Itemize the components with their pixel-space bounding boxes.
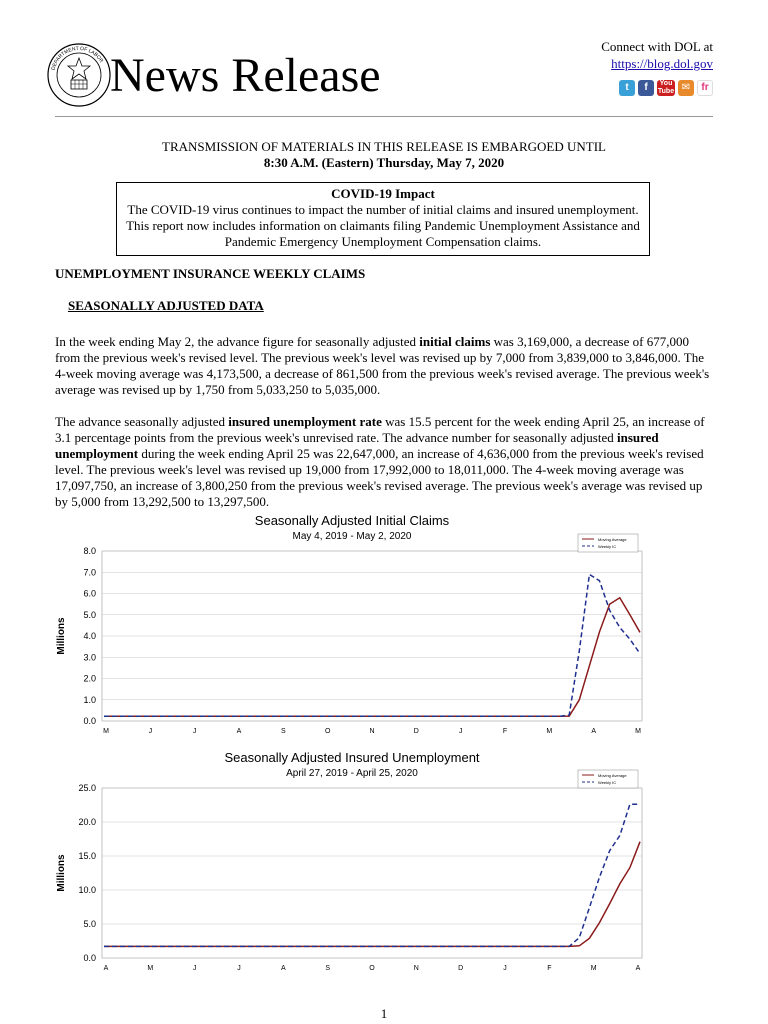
social-icons [619, 80, 713, 96]
y-tick-label: 0.0 [83, 953, 96, 963]
y-tick-label: 5.0 [83, 919, 96, 929]
paragraph-initial-claims [55, 334, 715, 398]
x-tick-label: J [237, 965, 241, 972]
para2-text-c: was 15.5 percent for the week ending April 25, an increase of 3.1 percentage points from the previous week's unrevised rate. The advance number for seasonally adjusted [55, 414, 705, 445]
connect-block [601, 38, 713, 72]
para2-bold-rate: insured unemployment rate [228, 414, 382, 429]
chart-title: Seasonally Adjusted Initial Claims [254, 513, 450, 528]
blog-link[interactable]: https://blog.dol.gov [611, 56, 713, 71]
x-tick-label: J [192, 728, 197, 735]
x-tick-label: D [458, 965, 464, 972]
chart-subtitle: May 4, 2019 - May 2, 2020 [292, 531, 412, 542]
plot-area [102, 788, 642, 958]
page-number: 1 [380, 1006, 388, 1021]
paragraph-insured-unemployment [55, 414, 715, 510]
y-tick-label: 10.0 [78, 885, 96, 895]
x-tick-label: S [325, 965, 331, 972]
legend-label: Moving Average [598, 773, 627, 778]
impact-line3: Pandemic Emergency Unemployment Compensation claims. [224, 234, 542, 249]
y-tick-label: 1.0 [83, 694, 96, 705]
x-tick-label: M [103, 728, 109, 735]
initial-claims-chart [40, 510, 660, 740]
section-heading: UNEMPLOYMENT INSURANCE WEEKLY CLAIMS [55, 266, 366, 281]
impact-line2: This report now includes information on claimants filing Pandemic Unemployment Assistance and [126, 218, 640, 233]
embargo-line2: 8:30 A.M. (Eastern) Thursday, May 7, 2020 [263, 155, 505, 170]
y-tick-label: 2.0 [83, 673, 96, 684]
para1-text-c: was 3,169,000, a decrease of 677,000 from the previous week's revised level. The previous week's level was revised up by 7,000 from 3,839,000 to 3,846,000. The 4-week moving average was 4,173,500, a decrease of 861,500 from the previous week's revised average. The previous week's average was revised up by 1,750 from 5,033,250 to 5,035,000. [55, 334, 710, 397]
dol-seal-logo [46, 42, 112, 108]
y-axis-label: Millions [56, 854, 67, 892]
x-tick-label: M [590, 965, 597, 972]
x-tick-label: A [236, 728, 242, 735]
para2-text-e: during the week ending April 25 was 22,647,000, an increase of 4,636,000 from the previous week's revised level. The previous week's level was revised up 19,000 from 17,992,000 to 18,011,000. The 4-week moving average was 17,097,750, an increase of 3,800,250 from the previous week's revised average. The previous week's average was revised up by 5,000 from 13,292,500 to 13,297,500. [55, 446, 704, 509]
y-tick-label: 20.0 [78, 817, 96, 827]
header-divider [55, 116, 713, 117]
connect-label: Connect with DOL at [601, 39, 713, 54]
y-tick-label: 6.0 [83, 588, 96, 599]
x-tick-label: M [546, 728, 553, 735]
embargo-line1: TRANSMISSION OF MATERIALS IN THIS RELEASE IS EMBARGOED UNTIL [162, 139, 606, 154]
x-tick-label: J [192, 965, 197, 972]
y-tick-label: 7.0 [83, 567, 96, 578]
impact-line1: The COVID-19 virus continues to impact the number of initial claims and insured unemployment. [127, 202, 639, 217]
para1-bold-initial-claims: initial claims [419, 334, 491, 349]
x-tick-label: N [369, 728, 375, 735]
legend-label: Weekly IC [598, 780, 617, 785]
x-tick-label: J [148, 728, 153, 735]
x-tick-label: A [280, 965, 286, 972]
impact-title: COVID-19 Impact [331, 186, 435, 201]
x-tick-label: S [280, 728, 286, 735]
y-tick-label: 4.0 [83, 631, 96, 641]
y-axis-label: Millions [56, 617, 67, 655]
y-tick-label: 25.0 [78, 783, 96, 793]
x-tick-label: D [413, 728, 419, 735]
x-tick-label: M [147, 965, 154, 972]
chart-legend [578, 770, 638, 788]
para1-text-a: In the week ending May 2, the advance figure for seasonally adjusted [55, 334, 420, 349]
x-tick-label: A [591, 728, 597, 735]
y-tick-label: 8.0 [83, 546, 96, 556]
x-tick-label: J [503, 965, 507, 972]
flickr-icon[interactable]: fr [697, 80, 713, 96]
legend-label: Weekly IC [598, 544, 617, 549]
x-tick-label: A [635, 965, 641, 972]
insured-unemployment-chart [40, 746, 660, 982]
legend-label: Moving Average [598, 537, 627, 542]
email-icon[interactable]: ✉ [678, 80, 694, 96]
y-tick-label: 5.0 [83, 609, 96, 620]
x-tick-label: F [502, 728, 508, 735]
x-tick-label: M [635, 728, 641, 735]
svg-text:DEPARTMENT OF LABOR: DEPARTMENT OF LABOR [50, 45, 105, 71]
y-tick-label: 3.0 [83, 652, 96, 663]
covid-impact-box [116, 182, 650, 256]
subsection-heading: SEASONALLY ADJUSTED DATA [68, 298, 264, 313]
para2-bold-insured: insured unemployment [55, 430, 659, 461]
x-tick-label: O [324, 728, 331, 735]
x-tick-label: F [547, 965, 552, 972]
page-title: News Release [110, 49, 381, 102]
para2-text-a: The advance seasonally adjusted [55, 414, 229, 429]
chart-legend [578, 534, 638, 552]
chart-subtitle: April 27, 2019 - April 25, 2020 [286, 768, 418, 779]
x-tick-label: O [369, 965, 375, 972]
x-tick-label: J [458, 728, 463, 735]
facebook-icon[interactable]: f [638, 80, 654, 96]
x-tick-label: N [413, 965, 419, 972]
x-tick-label: A [103, 965, 109, 972]
youtube-icon[interactable]: You Tube [657, 80, 675, 95]
y-tick-label: 0.0 [83, 716, 96, 726]
chart-title: Seasonally Adjusted Insured Unemployment [224, 750, 480, 765]
y-tick-label: 15.0 [78, 851, 96, 861]
twitter-icon[interactable]: t [619, 80, 635, 96]
